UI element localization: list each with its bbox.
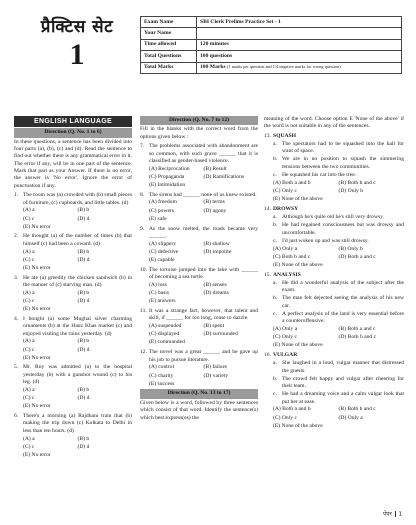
column-2 bbox=[140, 116, 258, 423]
answer-option[interactable]: (A) freedom bbox=[149, 199, 177, 206]
answer-option[interactable]: (C) c bbox=[23, 346, 35, 353]
sentence-item bbox=[273, 295, 404, 310]
answer-option[interactable]: (E) None of the above bbox=[273, 422, 323, 429]
instructions-continued: meaning of the word. Choose option E 'None of the above' if the word is not suitable in any of the sentences. bbox=[264, 116, 404, 130]
question bbox=[140, 226, 258, 241]
sentence-item bbox=[273, 141, 404, 156]
answer-option[interactable]: (D) d bbox=[77, 215, 90, 222]
sentence-text: The man felt dejected seeing the analysis of his new car. bbox=[282, 295, 404, 309]
answer-option[interactable]: (D) agony bbox=[203, 207, 227, 214]
sentence-text: He did a wonderful analysis of the subject after the exam. bbox=[282, 279, 404, 294]
answer-option[interactable]: (D) d bbox=[77, 443, 90, 450]
sentence-label: a. bbox=[273, 140, 277, 147]
sentence-item bbox=[273, 280, 404, 295]
direction-heading: Direction (Q. No. 1 to 6) bbox=[14, 128, 132, 137]
answer-option[interactable]: (B) Only b bbox=[338, 245, 363, 252]
sentence-text: The crowd felt happy and vulgar after cheering for their team. bbox=[282, 375, 404, 390]
sentence-list bbox=[264, 360, 404, 406]
question-text: He ate (a) greedily the chicken sandwich (b) in the manner of (c) starving man. (d) bbox=[23, 274, 132, 289]
sentence-text: We are in no position to squash the simmering tensions between the two communities. bbox=[282, 156, 404, 170]
instructions: In these questions, a sentence has been divided into four parts (a), (b), (c) and (d). Read the sentence to find out whether there is any grammatical error in it. The error if any, will be in one part of the sentence. Mark that part as your Answer. If there is no error, the answer is 'No error'. Ignore the error of punctuation if any. bbox=[14, 138, 132, 189]
question-number: 13. bbox=[264, 132, 271, 139]
sentence-text: Although he's quite old he's still very drowsy. bbox=[282, 214, 385, 221]
answer-option[interactable]: (A) suspended bbox=[149, 323, 182, 330]
answer-option[interactable]: (C) c bbox=[23, 443, 35, 450]
question-number: 14. bbox=[264, 205, 271, 212]
sentence-label: c. bbox=[273, 172, 277, 179]
answer-option[interactable]: (D) d bbox=[77, 297, 90, 304]
answer-option[interactable]: (E) success bbox=[149, 380, 175, 387]
question-word: SQUASH bbox=[273, 132, 297, 139]
question-list bbox=[14, 192, 132, 459]
answer-option[interactable]: (B) b bbox=[77, 248, 90, 255]
question-number: 3. bbox=[14, 274, 19, 281]
question-number: 8. bbox=[140, 191, 145, 198]
direction-heading-2: Direction (Q. No. 13 to 17) bbox=[140, 389, 258, 398]
sentence-item bbox=[273, 311, 404, 326]
question-word: DROWSY bbox=[273, 205, 299, 212]
answer-option[interactable]: (D) d bbox=[77, 256, 90, 263]
answer-option[interactable]: (C) c bbox=[23, 256, 35, 263]
question-number: 4. bbox=[14, 315, 19, 322]
question bbox=[14, 364, 132, 386]
footer-divider bbox=[395, 511, 396, 517]
answer-option[interactable]: (A) Both a and b bbox=[273, 406, 311, 413]
answer-option[interactable]: (C) Only c bbox=[273, 187, 297, 194]
answer-option[interactable]: (C) charity bbox=[149, 372, 174, 379]
answer-option[interactable]: (B) spent bbox=[203, 323, 225, 330]
answer-option[interactable]: (B) b bbox=[77, 289, 90, 296]
answer-option[interactable]: (C) Only c bbox=[273, 414, 297, 421]
answer-option[interactable]: (B) senses bbox=[203, 281, 227, 288]
answer-option[interactable]: (D) Ramifications bbox=[203, 173, 245, 180]
sentence-item bbox=[273, 360, 404, 375]
answer-option[interactable]: (D) Only b bbox=[338, 187, 364, 194]
question bbox=[264, 133, 404, 140]
answer-options bbox=[14, 338, 132, 362]
answer-option[interactable]: (E) commanded bbox=[149, 339, 185, 346]
sentence-list bbox=[264, 214, 404, 245]
answer-options bbox=[264, 245, 404, 269]
answer-option[interactable]: (C) displayed bbox=[149, 331, 180, 338]
set-title-block bbox=[22, 16, 132, 70]
question-number: 6. bbox=[14, 413, 19, 420]
question-word: ANALYSIS bbox=[273, 271, 301, 278]
sentence-label: a. bbox=[273, 360, 277, 367]
answer-option[interactable]: (D) d bbox=[77, 346, 90, 353]
answer-option[interactable]: (A) control bbox=[149, 364, 175, 371]
sentence-text: He squashed his car into the tree. bbox=[282, 172, 357, 179]
answer-option[interactable]: (D) d bbox=[77, 395, 90, 402]
question-number: 15. bbox=[264, 271, 271, 278]
answer-option[interactable]: (D) surrounded bbox=[203, 331, 238, 338]
answer-option[interactable]: (C) c bbox=[23, 215, 35, 222]
answer-option[interactable]: (A) Reciprocation bbox=[149, 165, 190, 172]
answer-option[interactable]: (C) powers bbox=[149, 207, 175, 214]
answer-option[interactable]: (B) b bbox=[77, 435, 90, 442]
answer-option[interactable]: (A) Only a bbox=[273, 245, 298, 252]
answer-option[interactable]: (B) Both b and c bbox=[338, 179, 376, 186]
question bbox=[14, 275, 132, 290]
info-row-your-name: Your Name bbox=[141, 28, 402, 39]
answer-option[interactable]: (C) c bbox=[23, 395, 35, 402]
sentence-label: c. bbox=[273, 310, 277, 317]
answer-option[interactable]: (E) capable bbox=[149, 257, 175, 264]
sentence-list bbox=[264, 280, 404, 326]
info-row-time: Time allowed 120 minutes bbox=[141, 39, 402, 50]
footer-label: पेपर bbox=[383, 511, 392, 518]
answer-option[interactable]: (A) slippery bbox=[149, 240, 177, 247]
answer-option[interactable]: (A) a bbox=[23, 387, 35, 393]
question-list bbox=[264, 133, 404, 431]
question bbox=[140, 267, 258, 282]
question-list bbox=[140, 143, 258, 388]
sentence-label: c. bbox=[273, 237, 277, 244]
column-1 bbox=[14, 116, 132, 460]
answer-option[interactable]: (C) Propaganda bbox=[149, 173, 185, 180]
sentence-item bbox=[273, 238, 404, 245]
sentence-item bbox=[273, 376, 404, 391]
question-number: 9. bbox=[140, 225, 145, 232]
sentence-text: He had regained consciousness but was drowsy and uncomfortable. bbox=[282, 222, 404, 236]
answer-option[interactable]: (A) Only a bbox=[273, 326, 298, 332]
answer-option[interactable]: (A) a bbox=[23, 435, 35, 442]
answer-option[interactable]: (D) Both b and c bbox=[338, 334, 377, 341]
sentence-label: b. bbox=[273, 295, 278, 302]
answer-option[interactable]: (A) a bbox=[23, 338, 35, 345]
info-row-marks: Total Marks 100 Marks (1 marks per question and 1/4 negative marks for wrong question) bbox=[141, 62, 402, 73]
answer-option[interactable]: (D) variety bbox=[203, 372, 229, 379]
answer-options bbox=[14, 248, 132, 272]
set-title: प्रैक्टिस सेट bbox=[40, 17, 114, 37]
answer-option[interactable]: (B) Both b and c bbox=[338, 406, 376, 413]
question-text: The novel was a great ______ and he gave up his job to pursue literature. bbox=[149, 349, 258, 363]
answer-option[interactable]: (E) safe bbox=[149, 215, 167, 222]
page-number: 1 bbox=[398, 511, 402, 518]
answer-option[interactable]: (E) None of the above bbox=[273, 196, 323, 203]
answer-option[interactable]: (B) failure bbox=[203, 364, 227, 371]
question-word: VULGAR bbox=[273, 352, 298, 359]
answer-option[interactable]: (D) impolite bbox=[203, 248, 232, 255]
answer-options bbox=[140, 240, 258, 264]
question-text: As the snow melted, the roads became very ______. bbox=[149, 225, 258, 239]
question-text: He thought (a) of the number of times (b) that himself (c) had been a coward. (d) bbox=[23, 233, 132, 247]
answer-option[interactable]: (C) c bbox=[23, 297, 35, 304]
question bbox=[264, 352, 404, 359]
section-heading: ENGLISH LANGUAGE bbox=[14, 116, 132, 127]
question-text: The tortoise jumped into the lake with ______ of becoming a sea turtle. bbox=[149, 266, 258, 281]
sentence-item bbox=[273, 222, 404, 237]
answer-option[interactable]: (E) No error bbox=[23, 306, 51, 313]
question-text: The problems associated with abandonment are so common, with such grave ______ that it is classified as gender-based violence. bbox=[149, 143, 258, 164]
question-text: The sirens had ______ none of us knew existed. bbox=[149, 191, 257, 198]
answer-option[interactable]: (C) Only c bbox=[273, 334, 297, 341]
page-footer bbox=[383, 511, 402, 519]
answer-options bbox=[14, 387, 132, 411]
question-number: 10. bbox=[140, 266, 147, 273]
sentence-item bbox=[273, 172, 404, 179]
answer-option[interactable]: (D) dreams bbox=[203, 290, 229, 297]
question bbox=[140, 308, 258, 323]
answer-options bbox=[14, 435, 132, 459]
answer-options bbox=[140, 199, 258, 223]
answer-option[interactable]: (B) Both a and c bbox=[338, 326, 376, 332]
sentence-label: b. bbox=[273, 375, 278, 382]
answer-option[interactable]: (E) No error bbox=[23, 264, 51, 271]
question-text: I bought (a) some Mughal silver charming ornaments (b) at the Hauz Khas market (c) and enjoyed visiting the ruins yesterday. (d) bbox=[23, 315, 132, 337]
answer-options bbox=[264, 179, 404, 203]
answer-option[interactable]: (A) a bbox=[23, 207, 35, 214]
question-number: 11. bbox=[140, 308, 147, 314]
your-name-field[interactable] bbox=[197, 28, 402, 39]
column-3 bbox=[264, 116, 404, 431]
answer-option[interactable]: (A) Both a and b bbox=[273, 179, 311, 186]
question-number: 16. bbox=[264, 352, 271, 359]
sentence-list bbox=[264, 141, 404, 179]
question-number: 5. bbox=[14, 364, 19, 371]
question-text: It was a strange fact, however, that talent and skill, if ______ for too long, cease to dazzle. bbox=[149, 308, 258, 322]
exam-info-table bbox=[140, 16, 402, 74]
question-number: 2. bbox=[14, 233, 19, 240]
answer-option[interactable]: (E) None of the above bbox=[273, 261, 323, 268]
sentence-text: He had a dreaming voice and a calm vulgar look that put her at ease. bbox=[282, 391, 404, 405]
direction-heading: Direction (Q. No. 7 to 12) bbox=[140, 116, 258, 125]
question bbox=[140, 192, 258, 199]
answer-option[interactable]: (B) shallow bbox=[203, 240, 230, 247]
question bbox=[14, 316, 132, 338]
sentence-label: a. bbox=[273, 279, 277, 286]
instructions-2: Given below is a word, followed by three sentences which consist of that word. Identify the sentence(s) which best express(es) the bbox=[140, 399, 258, 421]
answer-option[interactable]: (D) Only a bbox=[338, 414, 363, 421]
answer-option[interactable]: (B) b bbox=[77, 387, 90, 393]
answer-option[interactable]: (E) None of the above bbox=[273, 342, 323, 349]
question bbox=[14, 413, 132, 435]
answer-option[interactable]: (A) a bbox=[23, 289, 35, 296]
answer-options bbox=[14, 207, 132, 231]
question-text: Mr. Roy was admitted (a) to the hospital yesterday (b) with a gunshot wound (c) to his leg. (d) bbox=[23, 364, 132, 386]
info-row-questions: Total Questions 100 questions bbox=[141, 51, 402, 62]
sentence-text: I'd just woken up and was still drowsy. bbox=[282, 237, 369, 244]
question bbox=[14, 233, 132, 248]
question-text: The room was (a) crowded with (b) small pieces of furniture, (c) cupboards, and little tables. (d) bbox=[23, 192, 132, 206]
answer-options bbox=[140, 282, 258, 306]
answer-option[interactable]: (C) Both b and c bbox=[273, 253, 311, 260]
answer-option[interactable]: (B) Result bbox=[203, 165, 227, 172]
answer-option[interactable]: (C) defective bbox=[149, 248, 179, 255]
answer-option[interactable]: (B) b bbox=[77, 207, 90, 214]
sentence-text: A perfect analysis of the land is very essential before a counteroffensive. bbox=[282, 310, 404, 325]
answer-option[interactable]: (E) No error bbox=[23, 354, 51, 361]
question bbox=[264, 206, 404, 213]
answer-option[interactable]: (E) answers bbox=[149, 298, 176, 305]
answer-options bbox=[264, 326, 404, 350]
answer-options bbox=[14, 289, 132, 313]
sentence-label: c. bbox=[273, 391, 277, 398]
answer-option[interactable]: (A) a bbox=[23, 248, 35, 255]
sentence-item bbox=[273, 156, 404, 171]
answer-option[interactable]: (D) Both a and c bbox=[338, 253, 376, 260]
question-number: 7. bbox=[140, 143, 145, 150]
answer-option[interactable]: (E) No error bbox=[23, 223, 51, 230]
question-number: 1. bbox=[14, 192, 19, 199]
answer-option[interactable]: (C) basis bbox=[149, 290, 170, 297]
sentence-label: b. bbox=[273, 222, 278, 229]
answer-option[interactable]: (B) b bbox=[77, 338, 90, 345]
answer-option[interactable]: (E) Intimidation bbox=[149, 181, 186, 188]
sentence-item bbox=[273, 214, 404, 221]
question bbox=[140, 349, 258, 364]
answer-option[interactable]: (E) No error bbox=[23, 403, 51, 410]
answer-options bbox=[140, 165, 258, 189]
answer-option[interactable]: (E) No error bbox=[23, 451, 51, 458]
answer-option[interactable]: (A) loss bbox=[149, 281, 167, 288]
sentence-text: She laughed in a loud, vulgar manner that distressed the guests. bbox=[282, 360, 404, 374]
instructions: Fill in the blanks with the correct word from the options given below : bbox=[140, 126, 258, 140]
answer-options bbox=[140, 364, 258, 388]
question bbox=[14, 192, 132, 207]
sentence-text: The spectators had to be squashed into the hall for want of space. bbox=[282, 140, 404, 155]
question-text: There's a morning (a) Rajdhani train that (b) making the trip down (c) Kolkata to Delhi in less than ten hours. (d) bbox=[23, 413, 132, 434]
answer-options bbox=[264, 406, 404, 430]
question-number: 12. bbox=[140, 349, 147, 356]
sentence-label: b. bbox=[273, 156, 278, 163]
answer-options bbox=[140, 323, 258, 347]
question bbox=[140, 143, 258, 165]
info-row-exam-name: Exam Name SBI Clerk Prelims Practice Set - 1 bbox=[141, 17, 402, 28]
paper-header bbox=[14, 14, 402, 86]
answer-option[interactable]: (B) terms bbox=[203, 199, 225, 206]
question bbox=[264, 272, 404, 279]
sentence-label: a. bbox=[273, 214, 277, 221]
set-number: 1 bbox=[69, 38, 85, 72]
sentence-item bbox=[273, 391, 404, 406]
